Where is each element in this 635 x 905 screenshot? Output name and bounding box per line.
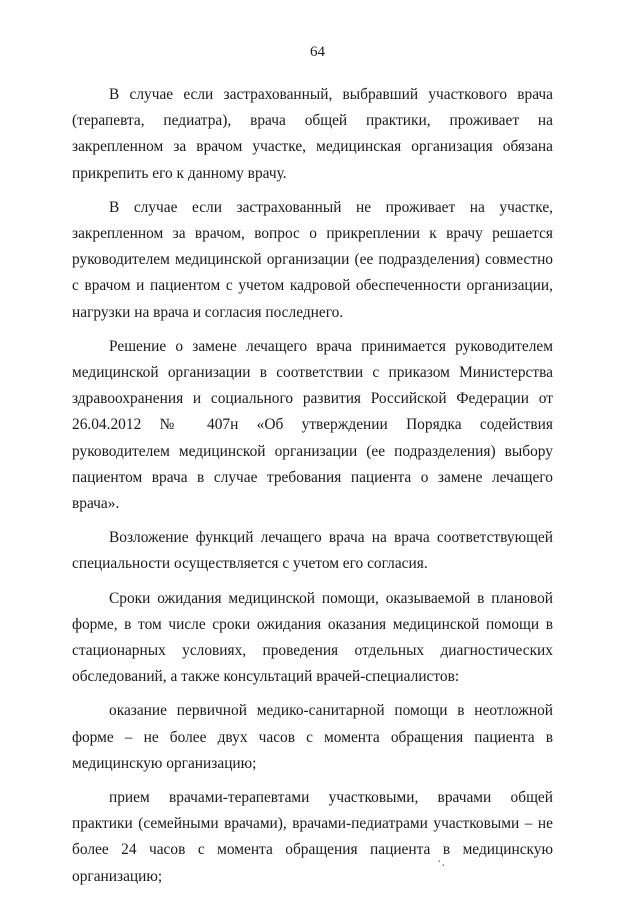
paragraph-doctor-replacement: Решение о замене лечащего врача принимается руководителем медицинской организации в соответствии с приказом Министерства здравоохранения и социального развития Российской Федерации от 26.04.2012 № 407н «Об утверждении Порядка содействия руководителем медицинской организации (ее подразделения) выбору пациентом врача в случае требования пациента о замене лечащего врача». — [72, 337, 553, 513]
paragraph-urgent-care: оказание первичной медико-санитарной помощи в неотложной форме – не более двух часов с момента обращения пациента в медицинскую организацию; — [72, 702, 553, 772]
paragraph-functions-assignment: Возложение функций лечащего врача на врача соответствующей специальности осуществляется с учетом его согласия. — [72, 529, 553, 573]
scan-mark: ·. — [437, 855, 446, 870]
paragraph-attachment-off-site: В случае если застрахованный не проживает на участке, закрепленном за врачом, вопрос о прикреплении к врачу решается руководителем медицинской организации (ее подразделения) совместно с врачом и пациентом с учетом кадровой обеспеченности организации, нагрузки на врача и согласия последнего. — [72, 198, 553, 321]
page-number: 64 — [310, 44, 325, 60]
document-body — [72, 82, 553, 896]
paragraph-district-doctors: прием врачами-терапевтами участковыми, врачами общей практики (семейными врачами), врачами-педиатрами участковыми – не более 24 часов с момента обращения пациента в медицинскую организацию; — [72, 789, 553, 885]
paragraph-waiting-times: Сроки ожидания медицинской помощи, оказываемой в плановой форме, в том числе сроки ожидания оказания медицинской помощи в стационарных условиях, проведения отдельных диагностических обследований, а также консультаций врачей-специалистов: — [72, 589, 553, 686]
paragraph-attachment-on-site: В случае если застрахованный, выбравший участкового врача (терапевта, педиатра), врача общей практики, проживает на закрепленном за врачом участке, медицинская организация обязана прикрепить его к данному врачу. — [72, 86, 553, 182]
